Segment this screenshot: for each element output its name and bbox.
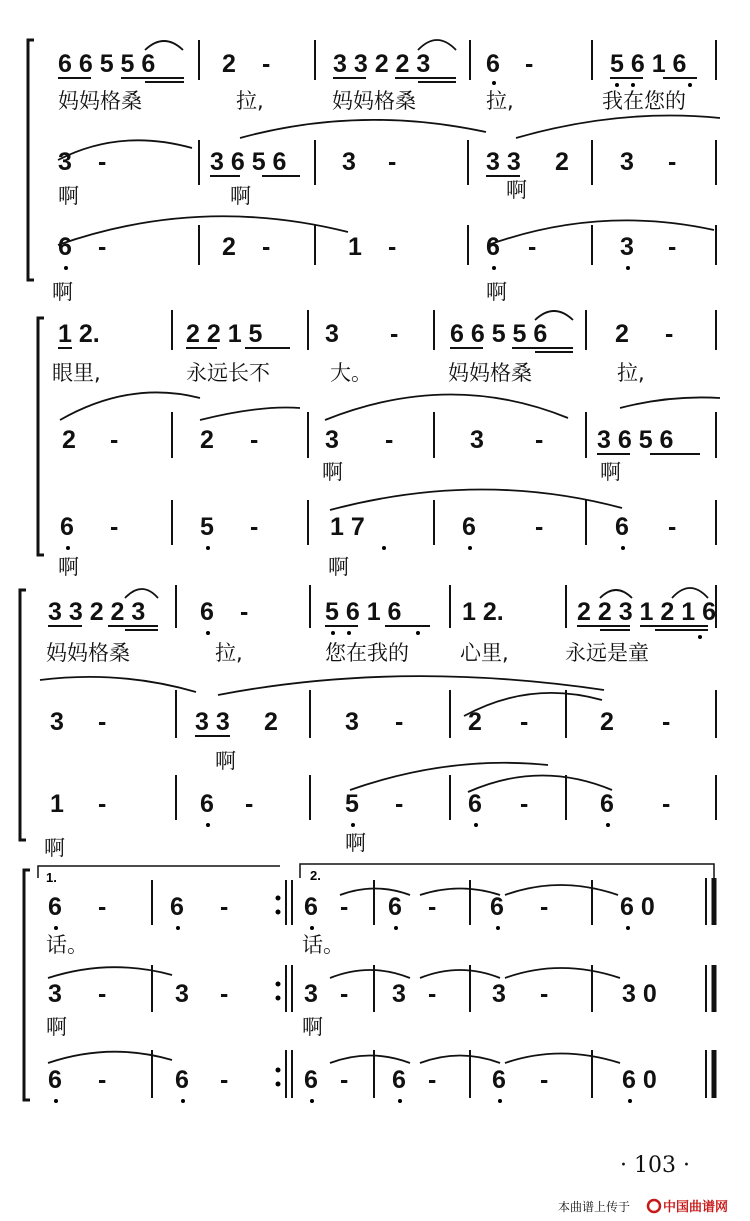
volta-2-label: 2. [310,868,321,883]
svg-text:-: - [388,233,397,261]
svg-text:6: 6 [58,233,72,261]
svg-text:-: - [340,893,349,921]
svg-text:话。: 话。 [302,933,344,957]
svg-text:-: - [98,980,107,1008]
svg-text:-: - [535,426,544,454]
svg-text:3: 3 [620,148,634,176]
svg-text:3: 3 [470,426,484,454]
svg-text:眼里,: 眼里, [52,361,101,385]
watermark-logo-icon [648,1200,660,1212]
svg-text:-: - [98,708,107,736]
svg-text:1 7: 1 7 [330,513,365,541]
svg-text:啊: 啊 [44,836,65,860]
svg-text:6: 6 [388,893,402,921]
svg-text:6 0: 6 0 [622,1066,657,1094]
svg-text:2: 2 [222,50,236,78]
svg-text:6: 6 [615,513,629,541]
svg-text:啊: 啊 [46,1015,67,1039]
svg-text:3: 3 [345,708,359,736]
svg-text:6: 6 [468,790,482,818]
svg-text:3 6 5 6: 3 6 5 6 [210,148,287,176]
svg-text:-: - [428,980,437,1008]
page-number: · 103 · [620,1153,690,1178]
svg-text:心里,: 心里, [460,641,509,665]
system-3 [20,585,716,860]
system-bracket [20,590,26,840]
svg-text:妈妈格桑: 妈妈格桑 [448,361,532,385]
svg-text:啊: 啊 [58,555,79,579]
svg-text:2: 2 [264,708,278,736]
svg-text:啊: 啊 [328,555,349,579]
svg-text:-: - [245,790,254,818]
svg-text:-: - [395,708,404,736]
svg-text:拉,: 拉, [215,641,243,665]
svg-text:3: 3 [48,980,62,1008]
svg-text:2: 2 [62,426,76,454]
svg-text:啊: 啊 [52,280,73,304]
system-2 [38,310,720,579]
system-bracket [24,870,30,1100]
svg-text:啊: 啊 [230,184,251,208]
svg-text:6: 6 [304,1066,318,1094]
svg-text:6: 6 [492,1066,506,1094]
svg-text:-: - [388,148,397,176]
svg-text:6: 6 [486,50,500,78]
svg-text:2: 2 [200,426,214,454]
svg-text:2: 2 [615,320,629,348]
svg-text:6: 6 [486,233,500,261]
svg-text:1: 1 [50,790,64,818]
svg-text:6: 6 [304,893,318,921]
volta-1-label: 1. [46,870,57,885]
svg-text:-: - [662,790,671,818]
svg-text:-: - [428,1066,437,1094]
svg-text:5 6 1 6: 5 6 1 6 [325,598,402,626]
svg-text:6: 6 [48,1066,62,1094]
svg-text:5: 5 [200,513,214,541]
note-group: 6 6 5 5 6 [58,50,156,78]
svg-text:-: - [665,320,674,348]
svg-text:3 6 5 6: 3 6 5 6 [597,426,674,454]
svg-text:啊: 啊 [302,1015,323,1039]
svg-text:-: - [540,1066,549,1094]
svg-text:3: 3 [342,148,356,176]
svg-text:-: - [535,513,544,541]
svg-text:6 0: 6 0 [620,893,655,921]
svg-text:-: - [98,893,107,921]
svg-text:2: 2 [600,708,614,736]
svg-text:3: 3 [50,708,64,736]
svg-text:-: - [220,893,229,921]
svg-text:啊: 啊 [600,460,621,484]
svg-text:-: - [340,980,349,1008]
svg-text:-: - [98,233,107,261]
svg-text:啊: 啊 [345,831,366,855]
svg-text:拉,: 拉, [236,89,264,113]
svg-text:5 6 1 6: 5 6 1 6 [610,50,687,78]
svg-text:拉,: 拉, [617,361,645,385]
svg-text:-: - [668,233,677,261]
svg-text:大。: 大。 [330,361,372,385]
system-4 [24,864,714,1103]
svg-text:6: 6 [600,790,614,818]
svg-text:-: - [390,320,399,348]
svg-text:-: - [528,233,537,261]
svg-text:-: - [540,980,549,1008]
svg-text:啊: 啊 [486,280,507,304]
svg-text:5: 5 [345,790,359,818]
svg-text:妈妈格桑: 妈妈格桑 [332,89,416,113]
svg-text:3 0: 3 0 [622,980,657,1008]
svg-text:3: 3 [304,980,318,1008]
svg-text:-: - [668,513,677,541]
svg-text:-: - [668,148,677,176]
svg-text:啊: 啊 [215,749,236,773]
svg-text:-: - [98,148,107,176]
svg-text:我在您的: 我在您的 [602,89,686,113]
svg-text:-: - [340,1066,349,1094]
svg-text:-: - [98,790,107,818]
svg-text:啊: 啊 [58,184,79,208]
svg-text:3: 3 [58,148,72,176]
svg-text:-: - [240,598,249,626]
svg-text:2: 2 [468,708,482,736]
svg-text:-: - [110,513,119,541]
svg-text:3: 3 [392,980,406,1008]
svg-text:3: 3 [325,320,339,348]
svg-text:妈妈格桑: 妈妈格桑 [58,89,142,113]
svg-text:1 2.: 1 2. [462,598,504,626]
svg-text:6: 6 [175,1066,189,1094]
svg-text:6: 6 [200,598,214,626]
svg-text:-: - [662,708,671,736]
svg-text:6: 6 [200,790,214,818]
svg-text:3 3: 3 3 [195,708,230,736]
svg-text:3: 3 [325,426,339,454]
svg-text:6: 6 [48,893,62,921]
svg-text:6: 6 [462,513,476,541]
svg-text:-: - [520,708,529,736]
svg-text:-: - [250,426,259,454]
svg-text:永远长不: 永远长不 [186,361,270,385]
svg-text:-: - [250,513,259,541]
svg-text:啊: 啊 [506,178,527,202]
svg-text:2 2 3 1 2 1 6: 2 2 3 1 2 1 6 [577,598,717,626]
svg-text:3: 3 [620,233,634,261]
svg-text:-: - [262,50,271,78]
svg-text:1: 1 [348,233,362,261]
svg-text:-: - [262,233,271,261]
svg-text:3 3: 3 3 [486,148,521,176]
svg-text:2 2 1 5: 2 2 1 5 [186,320,263,348]
svg-text:-: - [220,980,229,1008]
svg-text:6: 6 [60,513,74,541]
svg-text:3: 3 [492,980,506,1008]
system-bracket [28,40,34,280]
svg-text:拉,: 拉, [486,89,514,113]
svg-text:-: - [110,426,119,454]
watermark-text: 本曲谱上传于 [558,1200,631,1214]
svg-text:-: - [428,893,437,921]
system-bracket [38,318,44,555]
svg-text:妈妈格桑: 妈妈格桑 [46,641,130,665]
svg-text:6: 6 [170,893,184,921]
svg-text:3: 3 [175,980,189,1008]
svg-text:3 3 2 2 3: 3 3 2 2 3 [48,598,146,626]
svg-text:-: - [525,50,534,78]
svg-text:2: 2 [555,148,569,176]
watermark-logo-text: 中国曲谱网 [663,1200,729,1215]
svg-text:-: - [385,426,394,454]
svg-text:-: - [98,1066,107,1094]
svg-text:-: - [220,1066,229,1094]
svg-text:-: - [540,893,549,921]
svg-text:6: 6 [392,1066,406,1094]
svg-text:2: 2 [222,233,236,261]
svg-text:您在我的: 您在我的 [325,641,409,665]
svg-text:1 2.: 1 2. [58,320,100,348]
svg-text:6: 6 [490,893,504,921]
svg-text:-: - [520,790,529,818]
svg-text:3 3 2 2 3: 3 3 2 2 3 [333,50,431,78]
svg-text:永远是童: 永远是童 [565,641,649,665]
svg-text:啊: 啊 [322,460,343,484]
svg-text:-: - [395,790,404,818]
svg-text:6 6 5 5 6: 6 6 5 5 6 [450,320,548,348]
svg-text:话。: 话。 [46,933,88,957]
system-1 [28,40,720,304]
